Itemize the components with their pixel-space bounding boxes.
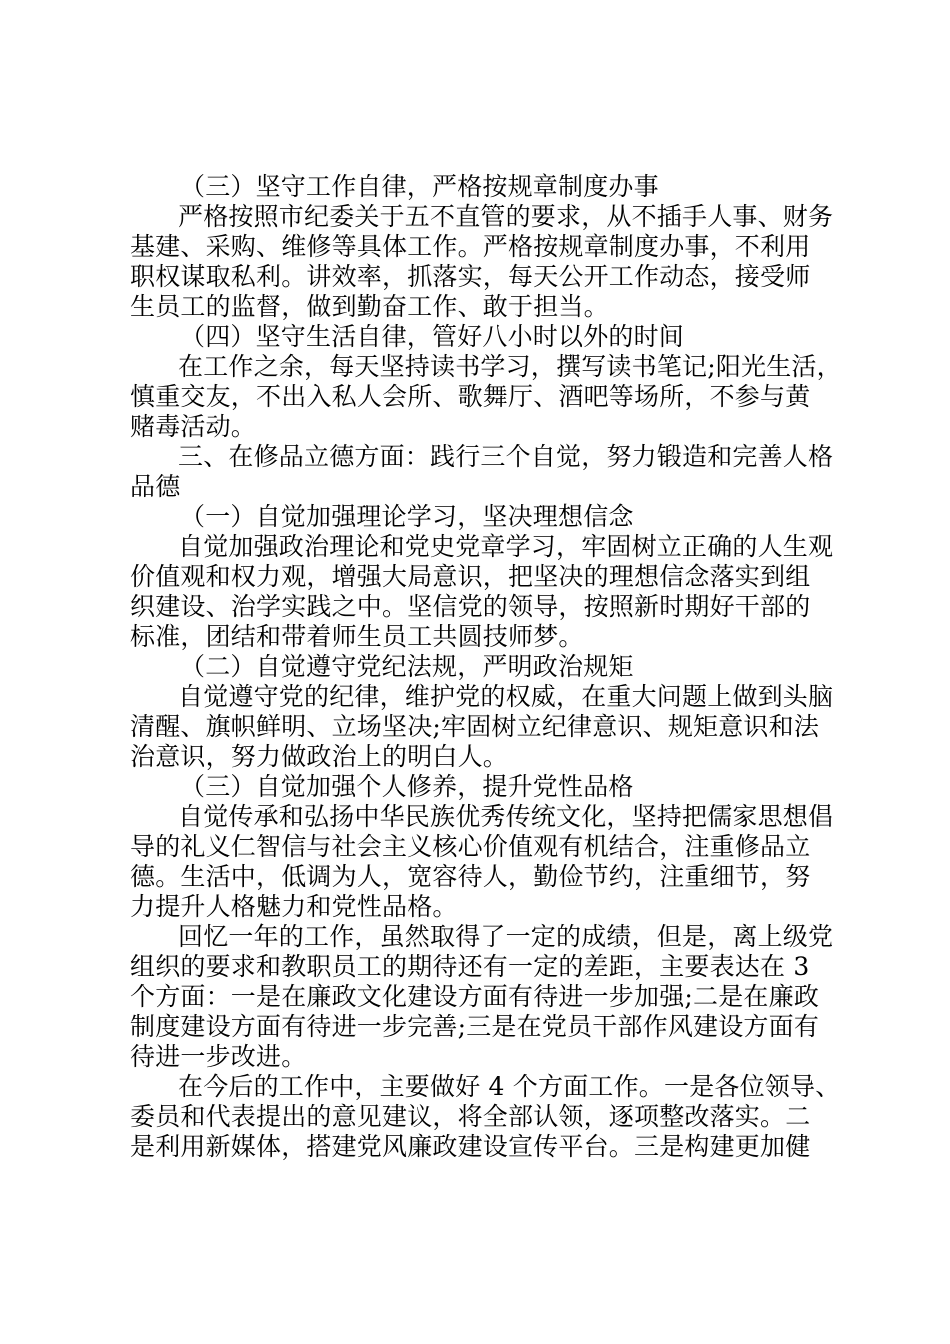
paragraph-line: 价值观和权力观，增强大局意识，把坚决的理想信念落实到组 [130, 562, 811, 591]
paragraph-line: 自觉遵守党的纪律，维护党的权威，在重大问题上做到头脑 [178, 682, 834, 711]
chapter-heading: 品德 [130, 472, 181, 501]
paragraph-line: 委员和代表提出的意见建议，将全部认领，逐项整改落实。二 [130, 1102, 811, 1131]
chapter-heading: 三、在修品立德方面：践行三个自觉，努力锻造和完善人格 [178, 442, 834, 471]
paragraph-line: 生员工的监督，做到勤奋工作、敢于担当。 [130, 292, 609, 321]
paragraph-line: 待进一步改进。 [130, 1042, 307, 1071]
paragraph-line: 是利用新媒体，搭建党风廉政建设宣传平台。三是构建更加健 [130, 1132, 811, 1161]
section-heading: （三）坚守工作自律，严格按规章制度办事 [180, 172, 659, 201]
paragraph-line: 德。生活中，低调为人，宽容待人，勤俭节约，注重细节，努 [130, 862, 811, 891]
paragraph-line: 力提升人格魅力和党性品格。 [130, 892, 458, 921]
section-heading: （二）自觉遵守党纪法规，严明政治规矩 [180, 652, 634, 681]
paragraph-line: 职权谋取私利。讲效率，抓落实，每天公开工作动态，接受师 [130, 262, 811, 291]
paragraph-line: 严格按照市纪委关于五不直管的要求，从不插手人事、财务 [178, 202, 834, 231]
paragraph-line: 赌毒活动。 [130, 412, 257, 441]
paragraph-line: 织建设、治学实践之中。坚信党的领导，按照新时期好干部的 [130, 592, 811, 621]
paragraph-line: 基建、采购、维修等具体工作。严格按规章制度办事，不利用 [130, 232, 811, 261]
paragraph-line: 治意识，努力做政治上的明白人。 [130, 742, 509, 771]
paragraph-line: 在工作之余，每天坚持读书学习，撰写读书笔记;阳光生活， [178, 352, 842, 381]
paragraph-line: 回忆一年的工作，虽然取得了一定的成绩，但是，离上级党 [178, 922, 834, 951]
document-body [130, 172, 842, 1162]
paragraph-line: 清醒、旗帜鲜明、立场坚决;牢固树立纪律意识、规矩意识和法 [130, 712, 820, 741]
paragraph-line: 自觉传承和弘扬中华民族优秀传统文化，坚持把儒家思想倡 [178, 802, 834, 831]
section-heading: （一）自觉加强理论学习，坚决理想信念 [180, 502, 634, 531]
section-heading: （四）坚守生活自律，管好八小时以外的时间 [180, 322, 685, 351]
paragraph-line: 导的礼义仁智信与社会主义核心价值观有机结合，注重修品立 [130, 832, 811, 861]
paragraph-line: 标准，团结和带着师生员工共圆技师梦。 [130, 622, 584, 651]
paragraph-line: 慎重交友，不出入私人会所、歌舞厅、酒吧等场所，不参与黄 [130, 382, 811, 411]
paragraph-line: 在今后的工作中，主要做好 4 个方面工作。一是各位领导、 [178, 1072, 841, 1101]
paragraph-line: 组织的要求和教职员工的期待还有一定的差距，主要表达在 3 [130, 952, 810, 981]
paragraph-line: 自觉加强政治理论和党史党章学习，牢固树立正确的人生观 [178, 532, 834, 561]
paragraph-line: 制度建设方面有待进一步完善;三是在党员干部作风建设方面有 [130, 1012, 820, 1041]
section-heading: （三）自觉加强个人修养，提升党性品格 [180, 772, 634, 801]
paragraph-line: 个方面：一是在廉政文化建设方面有待进一步加强;二是在廉政 [130, 982, 820, 1011]
